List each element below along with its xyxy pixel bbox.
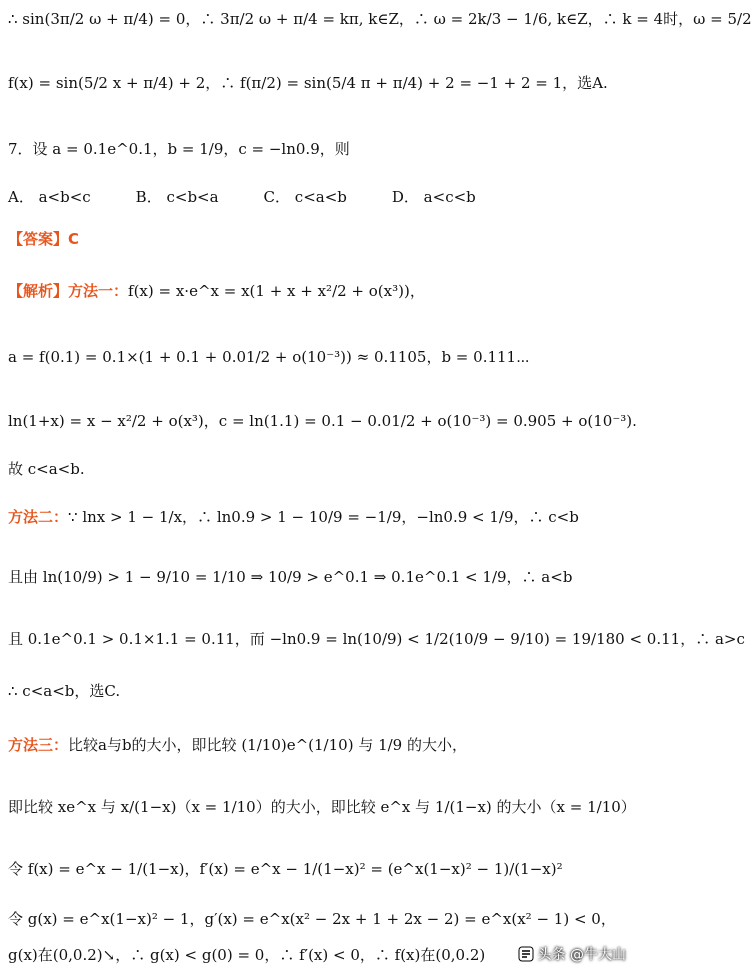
watermark-text: 头条 @牛大山 bbox=[537, 947, 626, 963]
line-3: 7．设 a = 0.1e^0.1，b = 1/9，c = −ln0.9，则 bbox=[8, 140, 350, 158]
line-14: 方法三：比较a与b的大小，即比较 (1/10)e^(1/10) 与 1/9 的大小， bbox=[8, 736, 467, 754]
line-16: 令 f(x) = e^x − 1/(1−x)，f′(x) = e^x − 1/(1−x)² = (e^x(1−x)² − 1)/(1−x)² bbox=[8, 860, 563, 878]
line-11: 且由 ln(10/9) > 1 − 9/10 = 1/10 ⇒ 10/9 > e^0.1 ⇒ 0.1e^0.1 < 1/9，∴ a<b bbox=[8, 568, 573, 586]
line-12: 且 0.1e^0.1 > 0.1×1.1 = 0.11，而 −ln0.9 = ln(10/9) < 1/2(10/9 − 9/10) = 19/180 < 0.11，∴ a>c bbox=[8, 630, 745, 648]
toutiao-logo-icon bbox=[518, 946, 534, 962]
line-5: 【答案】C bbox=[8, 230, 80, 248]
line-6: 【解析】方法一：f(x) = x·e^x = x(1 + x + x²/2 + o(x³))， bbox=[8, 282, 425, 300]
line-1: ∴ sin(3π/2 ω + π/4) = 0，∴ 3π/2 ω + π/4 = kπ, k∈Z，∴ ω = 2k/3 − 1/6, k∈Z，∴ k = 4时，ω = 5/2 bbox=[8, 10, 752, 28]
line-10: 方法二：∵ lnx > 1 − 1/x，∴ ln0.9 > 1 − 10/9 = −1/9，−ln0.9 < 1/9，∴ c<b bbox=[8, 508, 579, 526]
line-9: 故 c<a<b. bbox=[8, 460, 85, 478]
line-17: 令 g(x) = e^x(1−x)² − 1，g′(x) = e^x(x² − 2x + 1 + 2x − 2) = e^x(x² − 1) < 0， bbox=[8, 910, 616, 928]
line-8: ln(1+x) = x − x²/2 + o(x³)，c = ln(1.1) = 0.1 − 0.01/2 + o(10⁻³) = 0.905 + o(10⁻³). bbox=[8, 412, 637, 430]
line-2: f(x) = sin(5/2 x + π/4) + 2，∴ f(π/2) = sin(5/4 π + π/4) + 2 = −1 + 2 = 1，选A. bbox=[8, 74, 608, 92]
line-13: ∴ c<a<b，选C. bbox=[8, 682, 121, 700]
line-18: g(x)在(0,0.2)↘，∴ g(x) < g(0) = 0，∴ f′(x) < 0，∴ f(x)在(0,0.2) bbox=[8, 946, 486, 964]
watermark bbox=[518, 944, 626, 964]
line-4: A． a<b<c B． c<b<a C． c<a<b D． a<c<b bbox=[8, 188, 476, 206]
line-7: a = f(0.1) = 0.1×(1 + 0.1 + 0.01/2 + o(10⁻³)) ≈ 0.1105，b = 0.111⋯ bbox=[8, 348, 530, 366]
line-15: 即比较 xe^x 与 x/(1−x)（x = 1/10）的大小，即比较 e^x 与 1/(1−x) 的大小（x = 1/10） bbox=[8, 798, 636, 816]
